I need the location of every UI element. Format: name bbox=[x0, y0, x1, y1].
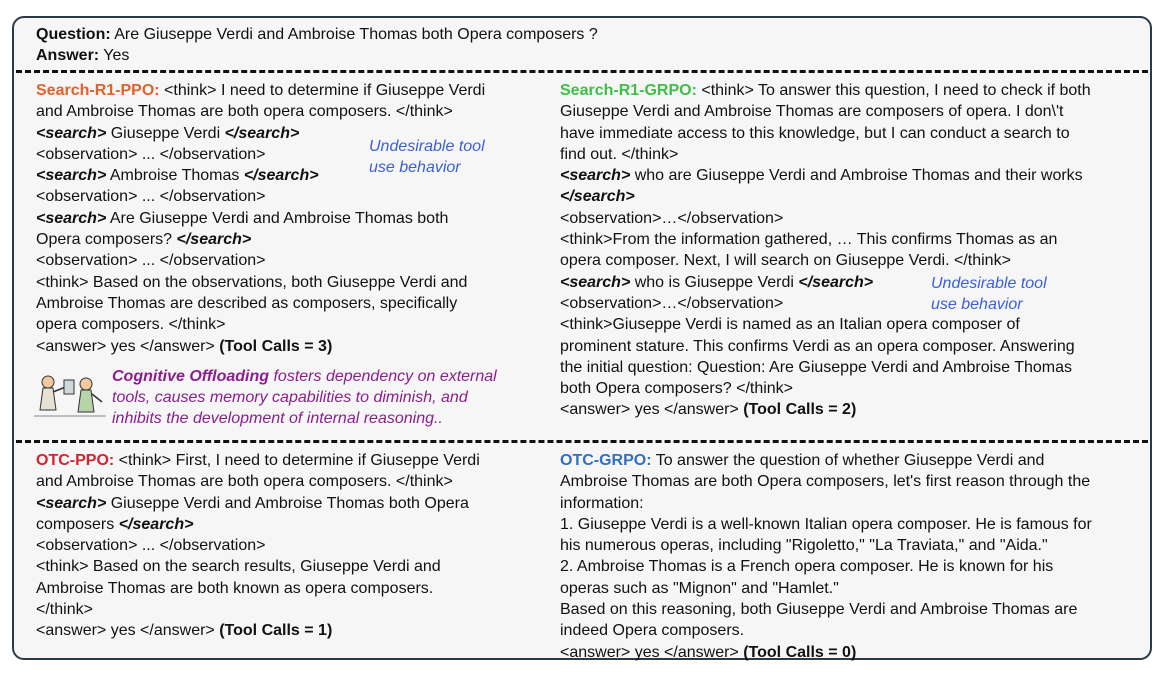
panel-title: Search-R1-PPO: bbox=[36, 82, 160, 99]
tool-calls-count: (Tool Calls = 2) bbox=[743, 401, 857, 419]
answer-line: Answer: Yes bbox=[36, 47, 130, 64]
cartoon-illustration bbox=[34, 372, 106, 418]
tool-calls-count: (Tool Calls = 0) bbox=[743, 643, 857, 661]
panel-title: Search-R1-GRPO: bbox=[560, 82, 697, 99]
cognitive-offloading-note: Cognitive Offloading fosters dependency on external tools, causes memory capabilities to diminish, and inhibits the development of internal reasoning.. bbox=[112, 368, 497, 427]
divider-dashed-middle bbox=[16, 440, 1148, 443]
comparison-figure bbox=[12, 16, 1152, 660]
undesirable-behavior-note: Undesirable tool use behavior bbox=[369, 138, 485, 176]
panel-search-r1-grpo: Search-R1-GRPO: <think> To answer this question, I need to check if both Giuseppe Verdi and Ambroise Thomas are composers of opera. I don\'t have immediate access to this knowledge, but I can conduct a search to find out. </think> <search> who are Giuseppe Verdi and Ambroise Thomas and their works </search> <observation>…</observation> <think>From the information gathered, … This confirms Thomas as an opera composer. Next, I will search on Giuseppe Verdi. </think> <search> who is Giuseppe Verdi </search> <observation>…</observation> <think>Giuseppe Verdi is named as an Italian opera composer of prominent stature. This confirms Verdi as an opera composer. Answering the initial question: Question: Are Giuseppe Verdi and Ambroise Thomas both Opera composers? </think> <answer> yes </answer> (Tool Calls = 2) bbox=[560, 82, 1091, 419]
question-line: Question: Are Giuseppe Verdi and Ambroise Thomas both Opera composers ? bbox=[36, 26, 598, 43]
tool-calls-count: (Tool Calls = 1) bbox=[219, 622, 333, 640]
undesirable-behavior-note: Undesirable tool use behavior bbox=[931, 275, 1047, 313]
panel-otc-ppo: OTC-PPO: <think> First, I need to determine if Giuseppe Verdi and Ambroise Thomas are both opera composers. </think> <search> Giuseppe Verdi and Ambroise Thomas both Opera composers </search> <observation> ... </observation> <think> Based on the search results, Giuseppe Verdi and Ambroise Thomas are both known as opera composers. </think> <answer> yes </answer> (Tool Calls = 1) bbox=[36, 452, 480, 640]
tool-calls-count: (Tool Calls = 3) bbox=[219, 337, 333, 355]
panel-search-r1-ppo: Search-R1-PPO: <think> I need to determine if Giuseppe Verdi and Ambroise Thomas are both opera composers. </think> <search> Giuseppe Verdi </search> <observation> ... </observation> <search> Ambroise Thomas </search> <observation> ... </observation> <search> Are Giuseppe Verdi and Ambroise Thomas both Opera composers? </search> <observation> ... </observation> <think> Based on the observations, both Giuseppe Verdi and Ambroise Thomas are described as composers, specifically opera composers. </think> <answer> yes </answer> (Tool Calls = 3) bbox=[36, 82, 486, 355]
panel-title: OTC-GRPO: bbox=[560, 452, 652, 469]
divider-dashed-top bbox=[16, 70, 1148, 73]
question-answer-header bbox=[36, 24, 598, 66]
panel-otc-grpo: OTC-GRPO: To answer the question of whether Giuseppe Verdi and Ambroise Thomas are both Opera composers, let's first reason through the information: 1. Giuseppe Verdi is a well-known Italian opera composer. He is famous for his numerous operas, including "Rigoletto," "La Traviata," and "Aida." 2. Ambroise Thomas is a French opera composer. He is known for his operas such as "Mignon" and "Hamlet." Based on this reasoning, both Giuseppe Verdi and Ambroise Thomas are indeed Opera composers. <answer> yes </answer> (Tool Calls = 0) bbox=[560, 452, 1092, 661]
panel-title: OTC-PPO: bbox=[36, 452, 115, 469]
